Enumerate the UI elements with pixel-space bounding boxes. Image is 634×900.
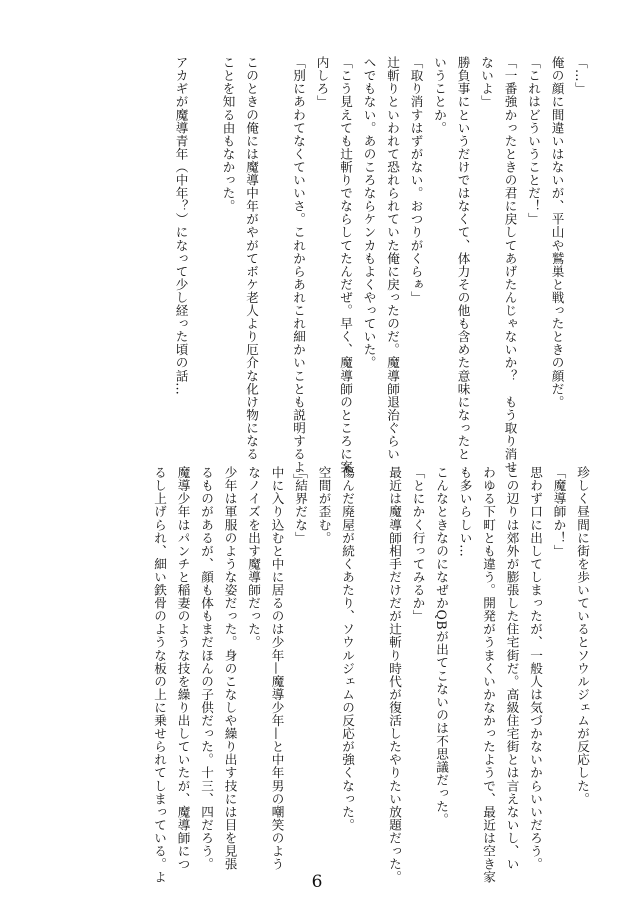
text-line: 「別にあわてなくていいさ。これからあれこれ細かいことも説明するよ」	[291, 56, 306, 487]
text-line: 内しろ」	[314, 56, 330, 109]
text-line: 空間が歪む。	[316, 466, 332, 545]
text-line: ないよ」	[479, 56, 494, 109]
text-line: 「これはどういうことだ！」	[526, 56, 541, 226]
text-line: 勝負事にというだけではなくて、体力その他も含めた意味になったと	[455, 56, 471, 461]
text-line: 中に入り込むと中に居るのは少年—魔導少年—と中年男の嘲笑のよう	[269, 466, 285, 871]
text-line: 「魔導師か！」	[551, 466, 567, 558]
text-line: 傷んだ廃屋が続くあたり、ソウルジェムの反応が強くなった。	[340, 466, 355, 832]
text-line: るものがあるが、顔も体もまだほんの子供だった。十三、四だろう。	[199, 466, 214, 871]
text-line: 俺の顔に間違いはないが、平山や鷲巣と戦ったときの顔だ。	[549, 56, 565, 409]
text-line: 思わず口に出してしまったが、一般人は気づかないからいいだろう。	[528, 466, 543, 871]
text-line: このときの俺には魔導中年がやがてボケ老人より厄介な化け物になる	[244, 56, 259, 461]
text-line: 「こう見えても辻斬りでならしてたんだぜ。早く、魔導師のところに案	[338, 56, 353, 474]
text-line: ことを知る由もなかった。	[220, 56, 236, 213]
text-line: 「…」	[573, 56, 588, 96]
text-line: 魔導少年はパンチと稲妻のような技を繰り出していたが、魔導師につ	[175, 466, 191, 871]
text-line: アカギが魔導青年（中年？）になって少し経った頃の話…	[173, 56, 189, 396]
text-line	[193, 56, 217, 436]
text-block-bottom	[148, 466, 595, 884]
text-line: 「取り消すはずがない。おつりがくらぁ」	[408, 56, 424, 304]
text-line: 辻斬りといわれて恐れられていた俺に戻ったのだ。魔導師退治ぐらい	[385, 56, 400, 461]
page-number: 6	[311, 872, 323, 892]
text-line: へでもない。あのころならケンカもよくやっていた。	[361, 56, 377, 370]
text-line: わゆる下町とも違う。開発がうまくいかなかったようで、最近は空き家	[481, 466, 496, 884]
text-line: 最近は魔導師相手だけだが辻斬り時代が復活したやりたい放題だった。	[387, 466, 402, 884]
text-line: るし上げられ、細い鉄骨のような板の上に乗せられてしまっている。よ	[152, 466, 167, 884]
text-line	[263, 56, 287, 436]
text-line: も多いらしい…	[457, 466, 473, 558]
text-line: 「一番強かったときの君に戻してあげたんじゃないか？ もう取り消せ	[502, 56, 518, 474]
text-line: 珍しく昼間に街を歩いているとソウルジェムが反応した。	[575, 466, 590, 806]
text-line: いうことか。	[432, 56, 447, 135]
text-line: 「とにかく行ってみるか」	[410, 466, 426, 623]
text-block-top	[169, 56, 592, 487]
text-line: なノイズを出す魔導師だった。	[246, 466, 261, 649]
text-line	[359, 466, 383, 861]
text-line: 少年は軍服のような姿だった。身のこなしや繰り出す技には目を見張	[222, 466, 238, 871]
text-line: こんなときなのになぜかQBが出てこないのは不思議だった。	[434, 466, 449, 826]
text-line: この辺りは郊外が膨張した住宅街だ。高級住宅街とは言えないし、い	[504, 466, 520, 871]
text-line: 「結界だな」	[293, 466, 308, 545]
